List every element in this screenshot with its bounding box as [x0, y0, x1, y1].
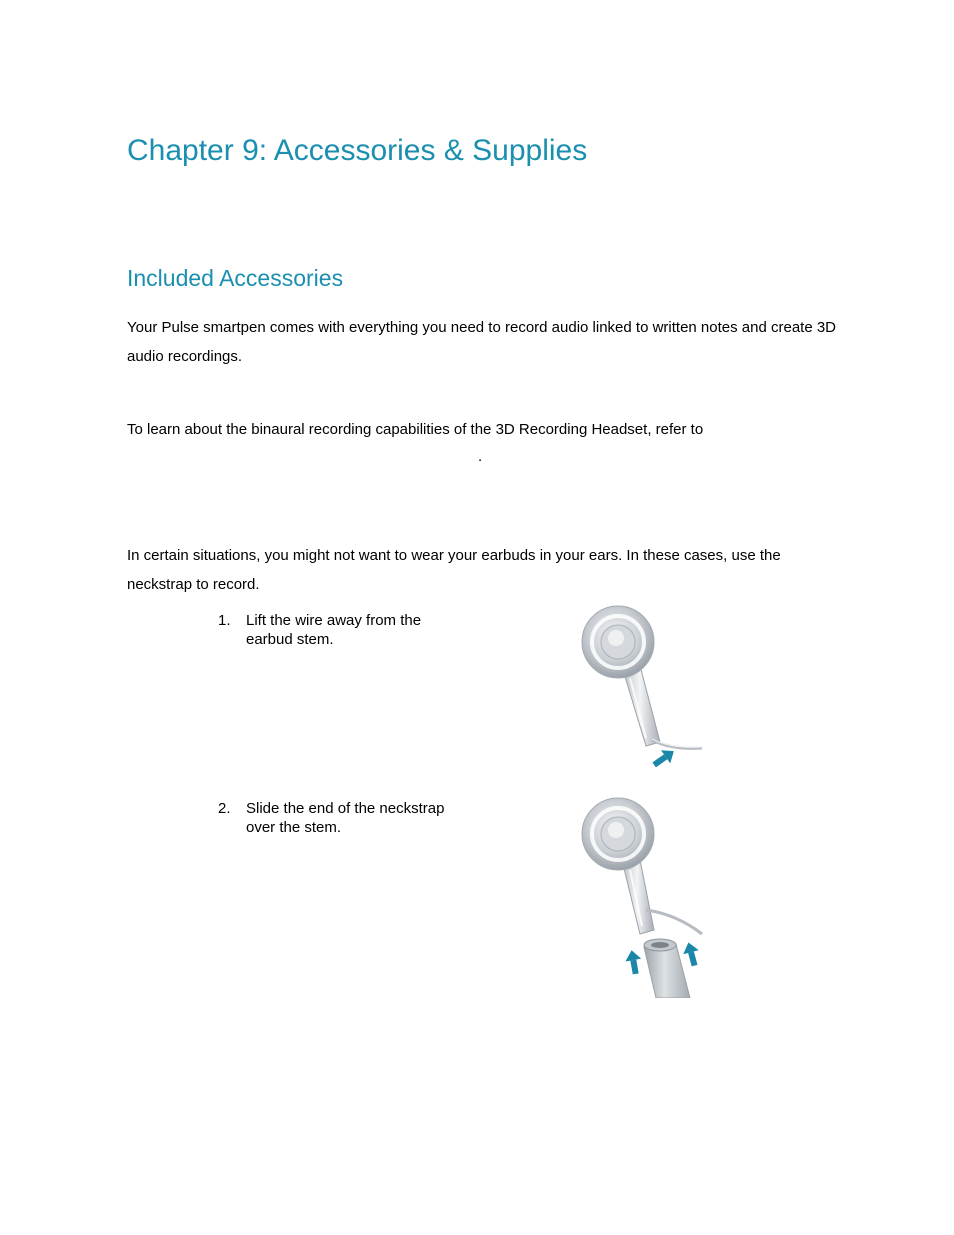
step-2-number: 2. — [218, 800, 231, 817]
earbud-lift-wire-figure — [580, 600, 710, 772]
neckstrap-paragraph: In certain situations, you might not want to wear your earbuds in your ears. In these cases, use the neckstrap to record. — [127, 547, 781, 593]
earbud-icon — [582, 798, 654, 934]
section-title: Included Accessories — [127, 265, 344, 291]
binaural-paragraph: To learn about the binaural recording capabilities of the 3D Recording Headset, refer to — [127, 421, 704, 438]
neckstrap-icon — [644, 939, 690, 998]
step-2-text: Slide the end of the neckstrap over the stem. — [246, 800, 445, 836]
step-1-text: Lift the wire away from the earbud stem. — [246, 612, 422, 648]
step-1-number: 1. — [218, 612, 231, 629]
neckstrap-slide-figure — [580, 792, 710, 998]
arrow-up-icon — [624, 949, 644, 975]
binaural-paragraph-end: . — [478, 448, 483, 465]
intro-paragraph: Your Pulse smartpen comes with everything you need to record audio linked to written notes and create 3D audio recordings. — [127, 319, 837, 365]
arrow-up-icon — [681, 940, 703, 967]
chapter-title: Chapter 9: Accessories & Supplies — [127, 134, 588, 167]
arrow-up-right-icon — [650, 745, 679, 772]
earbud-icon — [582, 606, 660, 746]
